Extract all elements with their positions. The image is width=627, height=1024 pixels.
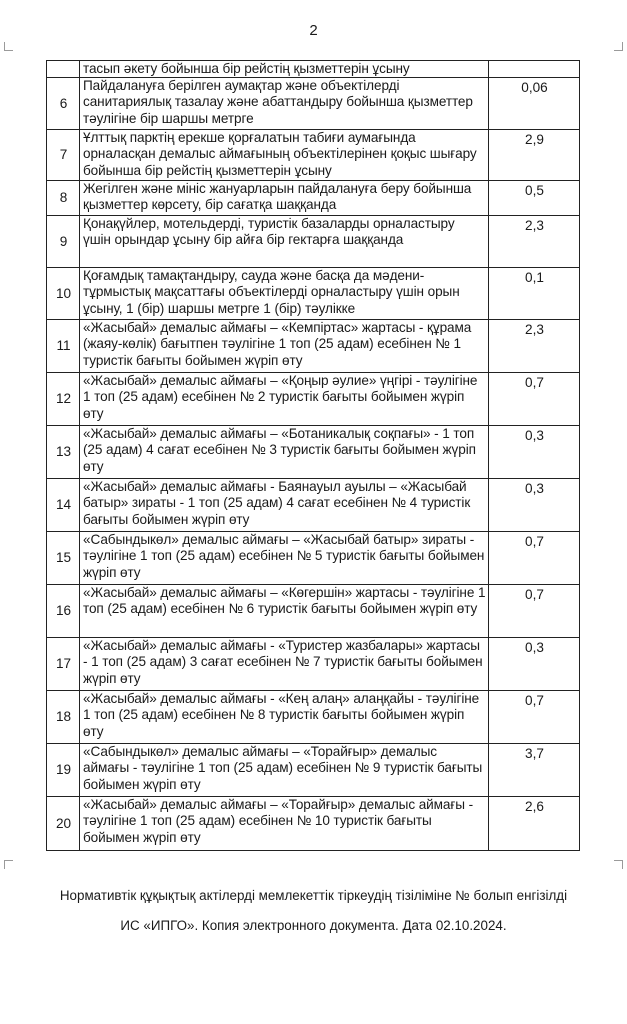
row-number: 15 bbox=[47, 532, 80, 585]
row-number: 10 bbox=[47, 268, 80, 320]
service-description: «Жасыбай» демалыс аймағы – «Кемпіртас» жартасы - құрама (жаяу-көлік) бағытпен тәулігіне 1 топ (25 адам) есебінен № 1 туристік бағыты бойымен жүріп өту bbox=[80, 320, 489, 373]
table-row bbox=[47, 320, 580, 373]
service-description: «Сабындыкөл» демалыс аймағы – «Жасыбай батыр» зираты - тәулігіне 1 топ (25 адам) есебінен № 5 туристік бағыты бойымен жүріп өту bbox=[80, 532, 489, 585]
tariff-value: 0,1 bbox=[489, 268, 580, 320]
row-number: 9 bbox=[47, 216, 80, 268]
tariff-value: 2,3 bbox=[489, 320, 580, 373]
tariff-value: 2,6 bbox=[489, 797, 580, 851]
service-description: Ұлттық парктің ерекше қорғалатын табиғи аумағында орналасқан демалыс аймағының объектілерінен қоқыс шығару бойынша бір рейстің қызметтерін ұсыну bbox=[80, 130, 489, 181]
table-row bbox=[47, 691, 580, 744]
document-copy-note: ИС «ИПГО». Копия электронного документа. Дата 02.10.2024. bbox=[120, 918, 507, 933]
table-row bbox=[47, 744, 580, 797]
service-description: «Жасыбай» демалыс аймағы – «Ботаникалық соқпағы» - 1 топ (25 адам) 4 сағат есебінен № 3 туристік бағыты бойымен жүріп өту bbox=[80, 426, 489, 479]
crop-mark-top-right bbox=[614, 42, 623, 51]
tariff-value: 0,3 bbox=[489, 638, 580, 691]
tariff-value: 2,9 bbox=[489, 130, 580, 181]
table-row bbox=[47, 181, 580, 216]
tariff-value: 0,7 bbox=[489, 585, 580, 638]
row-number: 8 bbox=[47, 181, 80, 216]
service-description: «Жасыбай» демалыс аймағы – «Қоңыр әулие» үңгірі - тәулігіне 1 топ (25 адам) есебінен № 2 туристік бағыты бойымен жүріп өту bbox=[80, 373, 489, 426]
tariff-value: 0,7 bbox=[489, 691, 580, 744]
tariff-value bbox=[489, 61, 580, 78]
tariff-value: 3,7 bbox=[489, 744, 580, 797]
row-number: 13 bbox=[47, 426, 80, 479]
tariff-table bbox=[46, 60, 580, 851]
service-description: Жегілген және мініс жануарларын пайдалануға беру бойынша қызметтер көрсету, бір сағатқа шаққанда bbox=[80, 181, 489, 216]
table-row bbox=[47, 216, 580, 268]
service-description: Пайдалануға берілген аумақтар және объектілерді санитариялық тазалау және абаттандыру бойынша қызметтер тәулігіне бір шаршы метрге bbox=[80, 78, 489, 130]
row-number: 17 bbox=[47, 638, 80, 691]
registry-note: Нормативтік құқықтық актілерді мемлекеттік тіркеудің тізіліміне № болып енгізілді bbox=[59, 888, 568, 903]
tariff-value: 0,06 bbox=[489, 78, 580, 130]
tariff-value: 0,5 bbox=[489, 181, 580, 216]
table-row bbox=[47, 373, 580, 426]
tariff-value: 0,7 bbox=[489, 373, 580, 426]
service-description: Қоғамдық тамақтандыру, сауда және басқа да мәдени-тұрмыстық мақсаттағы объектілерді орналастыру үшін орын ұсыну, 1 (бір) шаршы метрге 1 (бір) тәулікке bbox=[80, 268, 489, 320]
service-description: «Сабындыкөл» демалыс аймағы – «Торайғыр» демалыс аймағы - тәулігіне 1 топ (25 адам) есебінен № 9 туристік бағыты бойымен жүріп өту bbox=[80, 744, 489, 797]
tariff-value: 2,3 bbox=[489, 216, 580, 268]
table-row bbox=[47, 130, 580, 181]
service-description: «Жасыбай» демалыс аймағы – «Торайғыр» демалыс аймағы - тәулігіне 1 топ (25 адам) есебінен № 10 туристік бағыты бойымен жүріп өту bbox=[80, 797, 489, 851]
crop-mark-top-left bbox=[4, 42, 13, 51]
row-number bbox=[47, 61, 80, 78]
table-row bbox=[47, 268, 580, 320]
tariff-value: 0,3 bbox=[489, 426, 580, 479]
crop-mark-bottom-right bbox=[614, 860, 623, 869]
row-number: 12 bbox=[47, 373, 80, 426]
service-description: «Жасыбай» демалыс аймағы - «Кең алаң» алаңқайы - тәулігіне 1 топ (25 адам) есебінен № 8 туристік бағыты бойымен жүріп өту bbox=[80, 691, 489, 744]
table-row bbox=[47, 797, 580, 851]
row-number: 6 bbox=[47, 78, 80, 130]
table-row bbox=[47, 532, 580, 585]
row-number: 7 bbox=[47, 130, 80, 181]
table-row bbox=[47, 638, 580, 691]
tariff-value: 0,3 bbox=[489, 479, 580, 532]
service-description: Қонақүйлер, мотельдерді, туристік базаларды орналастыру үшін орындар ұсыну бір айға бір гектарға шаққанда bbox=[80, 216, 489, 268]
row-number: 20 bbox=[47, 797, 80, 851]
table-row bbox=[47, 479, 580, 532]
row-number: 18 bbox=[47, 691, 80, 744]
table-row bbox=[47, 78, 580, 130]
page-number: 2 bbox=[309, 22, 318, 39]
service-description: «Жасыбай» демалыс аймағы – «Көгершін» жартасы - тәулігіне 1 топ (25 адам) есебінен № 6 туристік бағыты бойымен жүріп өту bbox=[80, 585, 489, 638]
table-row bbox=[47, 585, 580, 638]
row-number: 11 bbox=[47, 320, 80, 373]
service-description: тасып әкету бойынша бір рейстің қызметтерін ұсыну bbox=[80, 61, 489, 78]
table-row bbox=[47, 426, 580, 479]
service-description: «Жасыбай» демалыс аймағы - «Туристер жазбалары» жартасы - 1 топ (25 адам) 3 сағат есебінен № 7 туристік бағыты бойымен жүріп өту bbox=[80, 638, 489, 691]
tariff-value: 0,7 bbox=[489, 532, 580, 585]
crop-mark-bottom-left bbox=[4, 860, 13, 869]
row-number: 16 bbox=[47, 585, 80, 638]
row-number: 14 bbox=[47, 479, 80, 532]
table-row bbox=[47, 61, 580, 78]
row-number: 19 bbox=[47, 744, 80, 797]
service-description: «Жасыбай» демалыс аймағы - Баянауыл ауылы – «Жасыбай батыр» зираты - 1 топ (25 адам) 4 сағат есебінен № 4 туристік бағыты бойымен жүріп өту bbox=[80, 479, 489, 532]
